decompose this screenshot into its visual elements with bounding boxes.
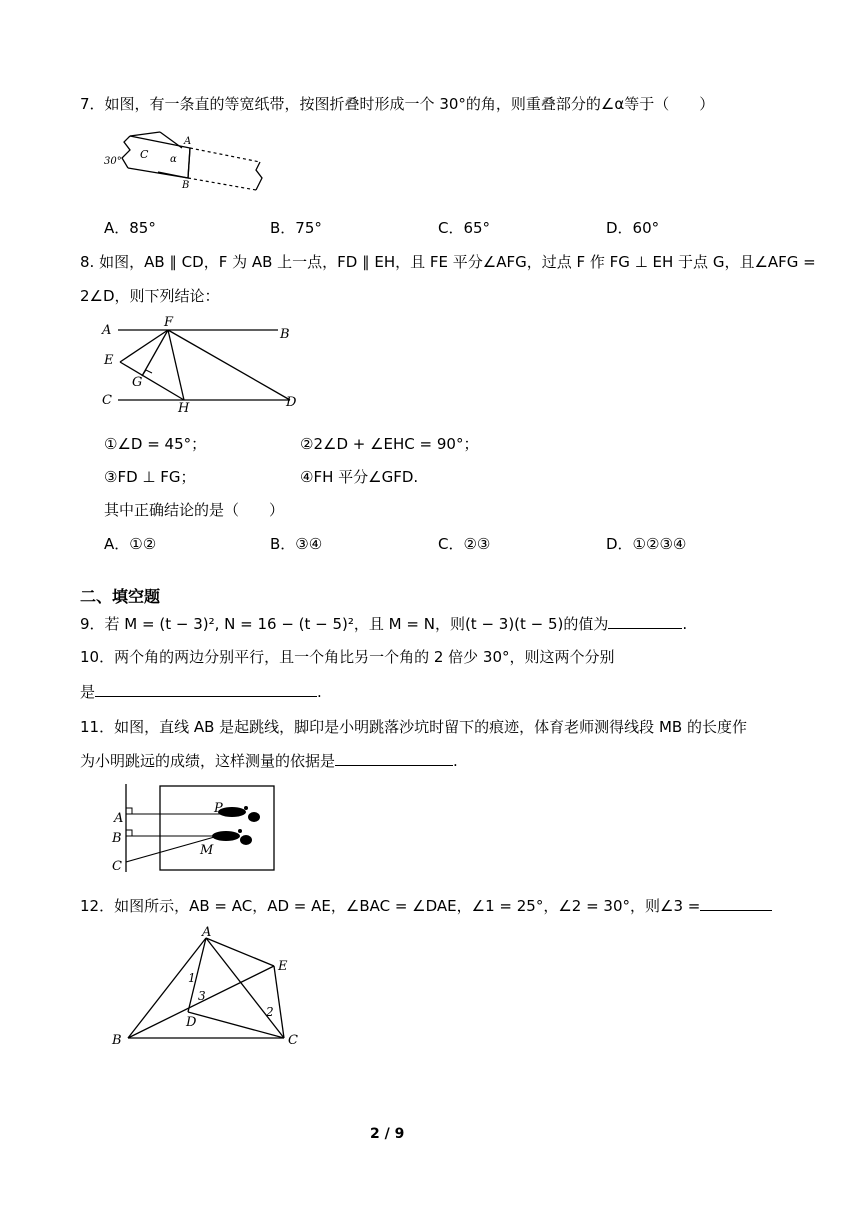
q8-stem-line2: 2∠D，则下列结论： [80,287,220,305]
q11-line2 [80,749,458,771]
q7-label-B: B [182,180,190,191]
q7-option-a: A．85° [104,219,156,237]
q8-option-b: B．③④ [270,535,323,553]
q8-label-G: G [132,375,143,390]
q10-text: 是 [80,683,96,701]
q8-question: 其中正确结论的是（ ） [104,501,285,519]
q10-line1: 10．两个角的两边分别平行，且一个角比另一个角的 2 倍少 30°，则这两个分别 [80,648,615,666]
q7-label-30: 30° [104,156,122,167]
q9-answer-blank[interactable] [608,612,682,629]
q12-label-A: A [202,925,212,940]
q11-answer-blank[interactable] [335,749,453,766]
q8-label-B: B [280,327,290,342]
q11-label-C: C [112,859,122,874]
q7-option-c: C．65° [438,219,491,237]
q12-label-D: D [186,1015,197,1030]
q9-end: . [682,615,688,633]
q8-label-H: H [178,401,190,416]
q9-line [80,612,687,634]
q11-line1: 11．如图，直线 AB 是起跳线，脚印是小明跳落沙坑时留下的痕迹，体育老师测得线段 MB 的长度作 [80,718,747,736]
q8-option-d: D．①②③④ [606,535,687,553]
q7-label-C: C [140,148,149,161]
q8-figure [100,314,310,422]
q12-figure [108,924,308,1054]
q8-label-A: A [102,323,112,338]
q8-conclusion-4: ④FH 平分∠GFD. [300,468,419,486]
q7-label-alpha: α [170,154,177,165]
q10-end: . [317,683,322,701]
q12-label-2: 2 [266,1005,274,1019]
q7-option-d: D．60° [606,219,660,237]
q8-option-c: C．②③ [438,535,491,553]
q7-label-A: A [184,136,192,147]
q8-label-F: F [164,315,174,330]
q8-label-E: E [104,353,114,368]
q10-answer-blank[interactable] [95,680,317,697]
q7-option-b: B．75° [270,219,322,237]
q7-stem: 7．如图，有一条直的等宽纸带，按图折叠时形成一个 30°的角，则重叠部分的∠α等于（ ） [80,95,715,113]
q11-label-P: P [214,801,223,816]
q11-label-A: A [114,811,124,826]
q8-option-a: A．①② [104,535,157,553]
q12-line [80,894,772,916]
q12-label-1: 1 [188,971,196,985]
q12-label-E: E [278,959,288,974]
q12-answer-blank[interactable] [700,894,772,911]
q12-label-B: B [112,1033,122,1048]
q8-conclusion-3: ③FD ⊥ FG； [104,468,196,486]
q12-text: 12．如图所示，AB = AC，AD = AE，∠BAC = ∠DAE，∠1 = 25°，∠2 = 30°，则∠3 = [80,897,701,915]
q11-label-B: B [112,831,122,846]
q12-label-C: C [288,1033,298,1048]
q8-conclusion-1: ①∠D = 45°； [104,435,207,453]
section-title: 二、填空题 [80,587,161,606]
page-number: 2 / 9 [370,1126,405,1142]
q11-end: . [453,752,458,770]
q11-text: 为小明跳远的成绩，这样测量的依据是 [80,752,336,770]
q8-stem-line1: 8. 如图，AB ∥ CD，F 为 AB 上一点，FD ∥ EH，且 FE 平分∠AFG，过点 F 作 FG ⊥ EH 于点 G，且∠AFG = [80,253,816,271]
q8-conclusion-2: ②2∠D + ∠EHC = 90°； [300,435,479,453]
q12-label-3: 3 [198,989,206,1003]
q9-text: 9．若 M = (t − 3)², N = 16 − (t − 5)²，且 M = N，则(t − 3)(t − 5)的值为 [80,615,609,633]
q11-figure [100,780,290,880]
q8-label-C: C [102,393,112,408]
q7-figure [100,128,280,204]
q11-label-M: M [200,843,214,858]
q8-label-D: D [286,395,297,410]
q10-line2 [80,680,322,702]
